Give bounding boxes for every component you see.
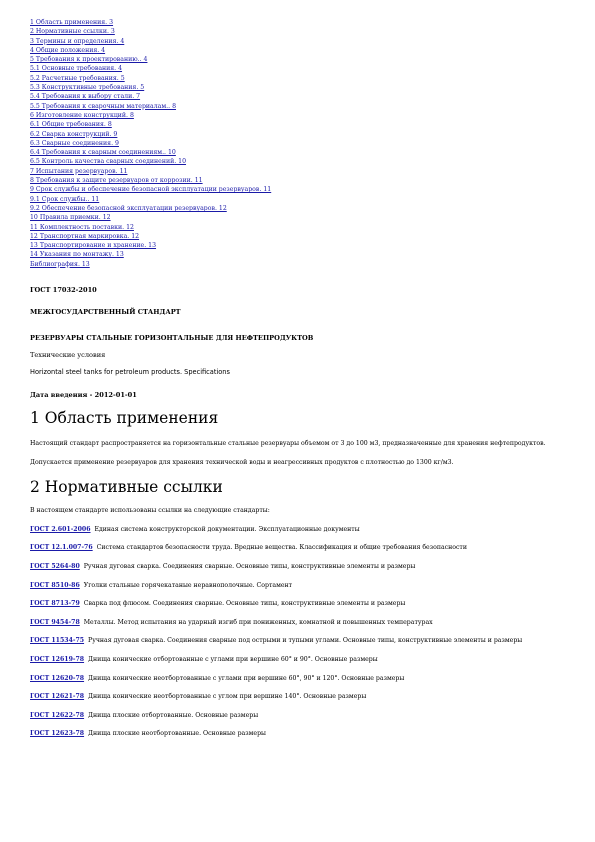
toc-item [30, 241, 570, 250]
toc-link[interactable]: 9 Срок службы и обеспечение безопасной эксплуатации резервуаров. 11 [30, 186, 272, 194]
toc-item [30, 250, 570, 259]
standard-type: МЕЖГОСУДАРСТВЕННЫЙ СТАНДАРТ [30, 308, 181, 317]
section-heading-scope: 1 Область применения [30, 409, 219, 428]
toc-item [30, 27, 570, 36]
toc-link[interactable]: 2 Нормативные ссылки. 3 [30, 28, 115, 36]
toc-link[interactable]: 8 Требования к защите резервуаров от коррозии. 11 [30, 177, 203, 185]
toc-item [30, 185, 570, 194]
toc-link[interactable]: Библиография. 13 [30, 260, 90, 268]
toc-link[interactable]: 9.2 Обеспечение безопасной эксплуатации резервуаров. 12 [30, 204, 227, 212]
reference-text: Единая система конструкторской документации. Эксплуатационные документы [94, 525, 360, 533]
reference-link[interactable]: ГОСТ 12621-78 [30, 693, 85, 701]
reference-link[interactable]: ГОСТ 9454-78 [30, 618, 80, 626]
toc-link[interactable]: 6.4 Требования к сварным соединениям.. 10 [30, 149, 176, 157]
reference-link[interactable]: ГОСТ 8510-86 [30, 581, 80, 589]
toc-item [30, 92, 570, 101]
toc-link[interactable]: 5.5 Требования к сварочным материалам.. 8 [30, 102, 177, 110]
reference-item [30, 525, 565, 535]
reference-item [30, 581, 565, 591]
toc-item [30, 46, 570, 55]
references-intro: В настоящем стандарте использованы ссылки на следующие стандарты: [30, 507, 270, 515]
toc-link[interactable]: 5 Требования к проектированию.. 4 [30, 56, 148, 64]
reference-item [30, 692, 565, 702]
reference-link[interactable]: ГОСТ 12620-78 [30, 674, 85, 682]
reference-link[interactable]: ГОСТ 5264-80 [30, 562, 80, 570]
reference-item [30, 543, 565, 553]
reference-text: Днища конические неотбортованные с углами при вершине 60°, 90° и 120°. Основные размеры [88, 674, 405, 682]
reference-item [30, 729, 565, 739]
toc-item [30, 223, 570, 232]
toc-item [30, 195, 570, 204]
toc-item [30, 130, 570, 139]
toc-item [30, 111, 570, 120]
reference-text: Металлы. Метод испытания на ударный изгиб при пониженных, комнатной и повышенных температурах [83, 618, 433, 626]
scope-paragraph-1: Настоящий стандарт распространяется на горизонтальные стальные резервуары объемом от 3 до 100 м3, предназначенные для хранения нефтепродуктов. [30, 440, 546, 448]
reference-text: Днища конические отбортованные с углами при вершине 60° и 90°. Основные размеры [88, 655, 378, 663]
reference-text: Днища конические неотбортованные с углом при вершине 140°. Основные размеры [88, 693, 367, 701]
reference-item [30, 636, 565, 646]
toc-item [30, 232, 570, 241]
toc-item [30, 120, 570, 129]
toc-link[interactable]: 6.2 Сварка конструкций. 9 [30, 130, 118, 138]
table-of-contents [30, 18, 570, 269]
toc-link[interactable]: 7 Испытания резервуаров. 11 [30, 167, 128, 175]
gost-code: ГОСТ 17032-2010 [30, 286, 97, 295]
subtitle-ru: Технические условия [30, 351, 106, 360]
document-title: РЕЗЕРВУАРЫ СТАЛЬНЫЕ ГОРИЗОНТАЛЬНЫЕ ДЛЯ НЕФТЕПРОДУКТОВ [30, 334, 314, 343]
reference-text: Уголки стальные горячекатаные неравнополочные. Сортамент [83, 581, 293, 589]
toc-link[interactable]: 14 Указания по монтажу. 13 [30, 251, 124, 259]
toc-item [30, 64, 570, 73]
section-heading-normative-references: 2 Нормативные ссылки [30, 478, 223, 497]
toc-link[interactable]: 12 Транспортная маркировка. 12 [30, 232, 140, 240]
reference-item [30, 674, 565, 684]
reference-item [30, 655, 565, 665]
toc-item [30, 260, 570, 269]
toc-link[interactable]: 6 Изготовление конструкций. 8 [30, 111, 134, 119]
reference-text: Днища плоские отбортованные. Основные размеры [88, 711, 259, 719]
toc-link[interactable]: 9.1 Срок службы.. 11 [30, 195, 100, 203]
toc-link[interactable]: 1 Область применения. 3 [30, 19, 114, 26]
toc-item [30, 102, 570, 111]
reference-text: Ручная дуговая сварка. Соединения сварные под острыми и тупыми углами. Основные типы, конструктивные элементы и размеры [88, 637, 523, 645]
reference-link[interactable]: ГОСТ 12622-78 [30, 711, 85, 719]
toc-link[interactable]: 6.3 Сварные соединения. 9 [30, 139, 119, 147]
references-list [30, 525, 570, 739]
toc-item [30, 139, 570, 148]
reference-link[interactable]: ГОСТ 11534-75 [30, 637, 85, 645]
toc-link[interactable]: 13 Транспортирование и хранение. 13 [30, 242, 157, 250]
scope-paragraph-2: Допускается применение резервуаров для хранения технической воды и неагрессивных продуктов с плотностью до 1300 кг/м3. [30, 458, 454, 466]
toc-link[interactable]: 6.5 Контроль качества сварных соединений. 10 [30, 158, 187, 166]
document-page [30, 18, 570, 739]
toc-item [30, 83, 570, 92]
reference-text: Сварка под флюсом. Соединения сварные. Основные типы, конструктивные элементы и размеры [83, 600, 406, 608]
reference-link[interactable]: ГОСТ 12623-78 [30, 730, 85, 738]
toc-item [30, 167, 570, 176]
reference-text: Система стандартов безопасности труда. Вредные вещества. Классификация и общие требования безопасности [96, 544, 467, 552]
toc-item [30, 213, 570, 222]
toc-link[interactable]: 11 Комплектность поставки. 12 [30, 223, 134, 231]
toc-item [30, 55, 570, 64]
toc-item [30, 74, 570, 83]
toc-item [30, 18, 570, 27]
reference-text: Днища плоские неотбортованные. Основные размеры [88, 730, 266, 738]
reference-item [30, 618, 565, 628]
toc-link[interactable]: 5.3 Конструктивные требования. 5 [30, 84, 145, 92]
toc-link[interactable]: 5.2 Расчетные требования. 5 [30, 74, 125, 82]
reference-item [30, 562, 565, 572]
toc-link[interactable]: 5.4 Требования к выбору стали. 7 [30, 93, 141, 101]
reference-item [30, 711, 565, 721]
toc-item [30, 157, 570, 166]
subtitle-en: Horizontal steel tanks for petroleum products. Specifications [30, 368, 230, 377]
toc-link[interactable]: 5.1 Основные требования. 4 [30, 65, 123, 73]
toc-link[interactable]: 4 Общие положения. 4 [30, 46, 106, 54]
reference-link[interactable]: ГОСТ 12619-78 [30, 655, 85, 663]
toc-link[interactable]: 3 Термины и определения. 4 [30, 37, 125, 45]
reference-item [30, 599, 565, 609]
toc-link[interactable]: 6.1 Общие требования. 8 [30, 121, 112, 129]
toc-link[interactable]: 10 Правила приемки. 12 [30, 214, 111, 222]
reference-link[interactable]: ГОСТ 12.1.007-76 [30, 544, 93, 552]
toc-item [30, 37, 570, 46]
reference-link[interactable]: ГОСТ 2.601-2006 [30, 525, 91, 533]
date-of-introduction: Дата введения - 2012-01-01 [30, 391, 137, 400]
toc-item [30, 204, 570, 213]
reference-text: Ручная дуговая сварка. Соединения сварные. Основные типы, конструктивные элементы и размеры [83, 562, 416, 570]
toc-item [30, 148, 570, 157]
reference-link[interactable]: ГОСТ 8713-79 [30, 600, 80, 608]
toc-item [30, 176, 570, 185]
